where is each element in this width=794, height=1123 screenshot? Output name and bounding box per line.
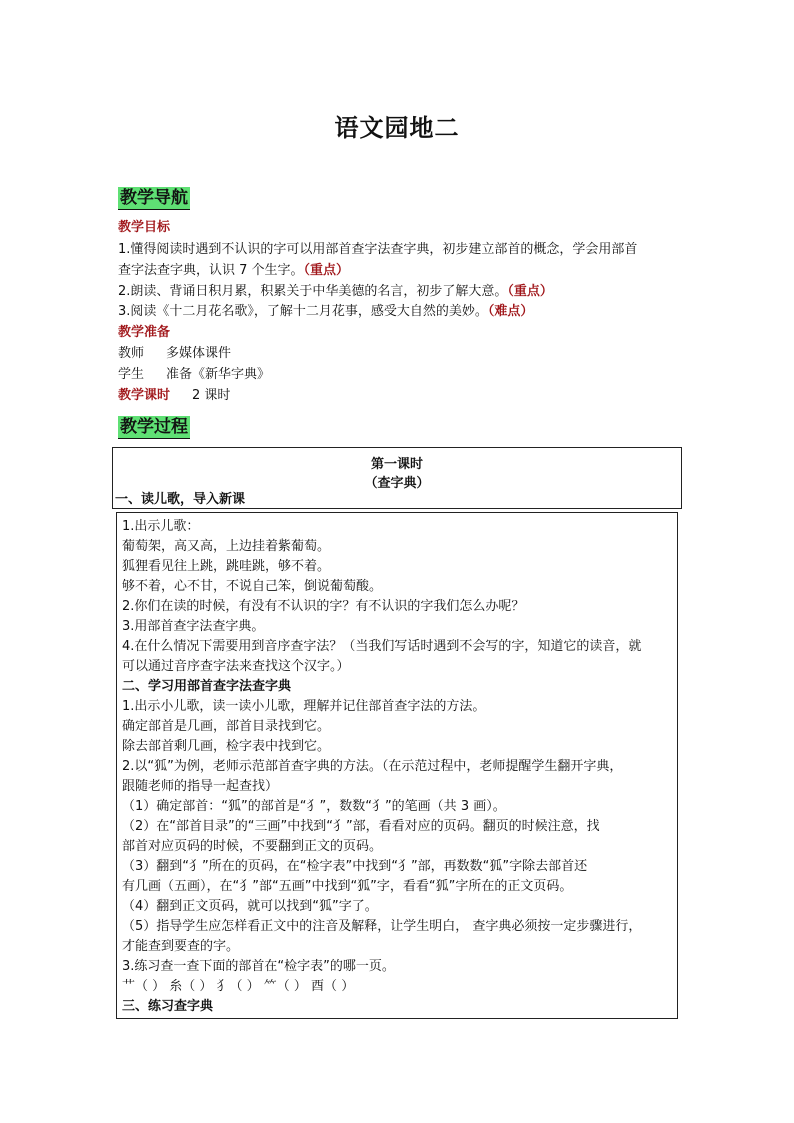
body-line: 1.出示小儿歌，读一读小儿歌，理解并记住部首查字法的方法。	[122, 699, 486, 714]
body-line: 3.练习查一查下面的部首在“检字表”的哪一页。	[122, 959, 395, 974]
body-line: 可以通过音序查字法来查找这个汉字。）	[122, 659, 350, 674]
body-line: （1）确定部首：“狐”的部首是“犭”，数数“犭”的笔画（共 3 画）。	[122, 799, 506, 814]
body-line: （2）在“部首目录”的“三画”中找到“犭”部，看看对应的页码。翻页的时候注意，找	[122, 819, 600, 834]
lesson-header-box	[112, 447, 682, 509]
teaching-hours: 教学课时 2 课时	[118, 388, 231, 403]
body-line: 除去部首剩几画，检字表中找到它。	[122, 739, 331, 754]
lesson-subtitle: （查字典）	[364, 476, 430, 491]
prep-heading: 教学准备	[118, 325, 171, 340]
body-line: 狐狸看见往上跳，跳哇跳，够不着。	[122, 559, 331, 574]
page-title: 语文园地二	[334, 114, 460, 142]
body-line: （5）指导学生应怎样看正文中的注音及解释，让学生明白， 查字典必须按一定步骤进行，	[122, 919, 642, 934]
lesson-content-box	[116, 512, 678, 1019]
body-line: 4.在什么情况下需要用到音序查字法？（当我们写话时遇到不会写的字，知道它的读音，就	[122, 639, 642, 654]
goal-1-line2: 查字法查字典，认识 7 个生字。（重点）	[118, 263, 350, 278]
body-line: 3.用部首查字法查字典。	[122, 619, 265, 634]
body-line: 够不着，心不甘，不说自己笨，倒说葡萄酸。	[122, 579, 383, 594]
body-line: （4）翻到正文页码，就可以找到“狐”字了。	[122, 899, 378, 914]
goal-2: 2.朗读、背诵日积月累，积累关于中华美德的名言，初步了解大意。（重点）	[118, 284, 553, 299]
body-line: 确定部首是几画，部首目录找到它。	[122, 719, 331, 734]
section-2-heading: 二、学习用部首查字法查字典	[122, 679, 292, 694]
body-line: 1.出示儿歌：	[122, 519, 200, 534]
radical-exercise: 艹（ ） 糸（ ） 犭（ ） ⺮（ ） 酉（ ）	[122, 979, 355, 994]
section-3-heading: 三、练习查字典	[122, 999, 214, 1014]
body-line: 2.你们在读的时候，有没有不认识的字？有不认识的字我们怎么办呢？	[122, 599, 525, 614]
prep-student: 学生 准备《新华字典》	[118, 367, 271, 382]
lesson-title: 第一课时	[370, 457, 423, 472]
prep-teacher: 教师 多媒体课件	[118, 346, 232, 361]
body-line: （3）翻到“犭”所在的页码，在“检字表”中找到“犭”部，再数数“狐”字除去部首还	[122, 859, 588, 874]
body-line: 有几画（五画），在“犭”部“五画”中找到“狐”字，看看“狐”字所在的正文页码。	[122, 879, 573, 894]
goals-heading: 教学目标	[118, 220, 171, 235]
body-line: 2.以“狐”为例，老师示范部首查字典的方法。（在示范过程中，老师提醒学生翻开字典，	[122, 759, 623, 774]
body-line: 葡萄架，高又高，上边挂着紫葡萄。	[122, 539, 331, 554]
goal-1-line1: 1.懂得阅读时遇到不认识的字可以用部首查字法查字典，初步建立部首的概念，学会用部首	[118, 242, 638, 257]
body-line: 才能查到要查的字。	[122, 939, 240, 954]
section-1-heading: 一、读儿歌，导入新课	[115, 492, 246, 507]
body-line: 跟随老师的指导一起查找）	[122, 779, 279, 794]
goal-3: 3.阅读《十二月花名歌》，了解十二月花事，感受大自然的美妙。（难点）	[118, 304, 534, 319]
nav-heading: 教学导航	[120, 188, 188, 208]
process-heading: 教学过程	[120, 417, 188, 437]
body-line: 部首对应页码的时候，不要翻到正文的页码。	[122, 839, 383, 854]
